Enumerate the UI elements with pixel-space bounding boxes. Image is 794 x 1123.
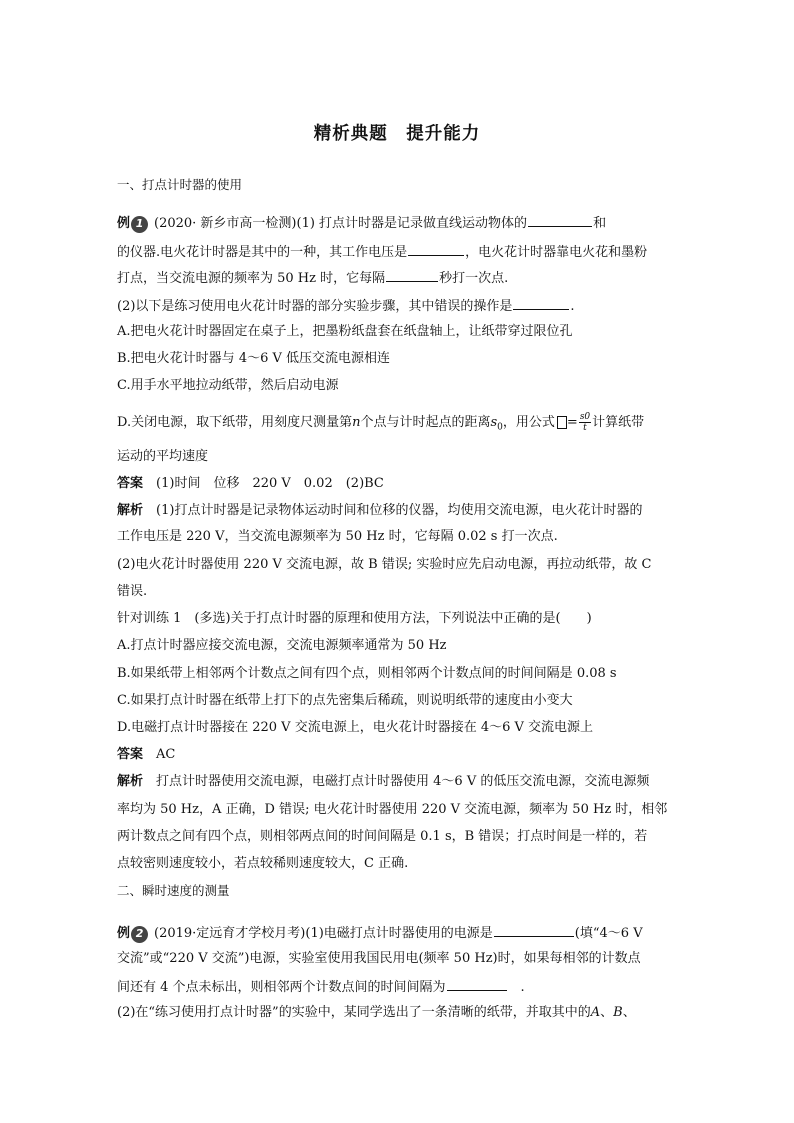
- example-number-icon: 1: [131, 216, 148, 233]
- training-stem: 针对训练 1 (多选)关于打点计时器的原理和使用方法，下列说法中正确的是( ): [117, 611, 592, 626]
- analysis-1-line3: (2)电火花计时器使用 220 V 交流电源，故 B 错误; 实验时应先启动电源，再拉动纸带，故 C: [117, 557, 652, 572]
- analysis-2-line2: 率均为 50 Hz，A 正确，D 错误; 电火花计时器使用 220 V 交流电源，频率为 50 Hz 时，相邻: [117, 802, 668, 817]
- answer-blank[interactable]: [528, 213, 592, 227]
- option-d-text: 个点与计时起点的距离: [360, 415, 491, 430]
- answer-text: AC: [156, 747, 176, 762]
- example1-line1: [117, 213, 606, 233]
- answer-blank[interactable]: [513, 296, 569, 310]
- question-text: 和: [593, 216, 607, 231]
- question-text: .: [570, 299, 575, 314]
- example-badge: [117, 215, 148, 233]
- analysis-1-line4: 错误.: [117, 584, 148, 599]
- answer-1: [117, 475, 384, 493]
- example-label: 例: [117, 926, 131, 941]
- separator: 、: [600, 1005, 614, 1020]
- answer-blank[interactable]: [408, 242, 464, 256]
- example-label: 例: [117, 216, 131, 231]
- question-text: 秒打一次点.: [439, 271, 509, 286]
- fraction-denominator: t: [583, 423, 587, 433]
- option-d-continued: 运动的平均速度: [117, 449, 209, 464]
- question-text: 打点，当交流电源的频率为 50 Hz 时，它每隔: [117, 271, 386, 286]
- example2-line3: [117, 977, 525, 997]
- option-c: C.用手水平地拉动纸带，然后启动电源: [117, 378, 339, 393]
- option-d: [117, 412, 644, 437]
- var-n: n: [352, 415, 361, 430]
- separator: 、: [622, 1005, 636, 1020]
- analysis-label: 解析: [117, 503, 144, 518]
- section-heading-1: 一、打点计时器的使用: [117, 177, 243, 192]
- example1-line4: [117, 296, 575, 316]
- analysis-1-line2: 工作电压是 220 V，当交流电源频率为 50 Hz 时，它每隔 0.02 s 打一次点.: [117, 529, 558, 544]
- point-a: A: [590, 1005, 601, 1020]
- option-d-text: D.关闭电源，取下纸带，用刻度尺测量第: [117, 415, 353, 430]
- question-text: (2)以下是练习使用电火花计时器的部分实验步骤，其中错误的操作是: [117, 299, 513, 314]
- analysis-text: 打点计时器使用交流电源，电磁打点计时器使用 4～6 V 的低压交流电源，交流电源频: [156, 774, 650, 789]
- answer-blank[interactable]: [494, 923, 574, 937]
- analysis-text: (1)打点计时器是记录物体运动时间和位移的仪器，均使用交流电源，电火花计时器的: [156, 503, 643, 518]
- example1-line2: [117, 242, 647, 262]
- question-text: 间还有 4 个点未标出，则相邻两个计数点间的时间间隔为: [117, 980, 446, 995]
- example-number-icon: 2: [131, 926, 148, 943]
- training-option-d: D.电磁打点计时器接在 220 V 交流电源上，电火花计时器接在 4～6 V 交流电源上: [117, 720, 594, 735]
- analysis-label: 解析: [117, 774, 144, 789]
- answer-blank[interactable]: [447, 977, 507, 991]
- formula-placeholder-icon: [557, 416, 567, 429]
- option-a: A.把电火花计时器固定在桌子上，把墨粉纸盘套在纸盘轴上，让纸带穿过限位孔: [117, 324, 573, 339]
- question-text: (填“4～6 V: [574, 926, 643, 941]
- training-option-c: C.如果打点计时器在纸带上打下的点先密集后稀疏，则说明纸带的速度由小变大: [117, 693, 573, 708]
- training-option-a: A.打点计时器应接交流电源，交流电源频率通常为 50 Hz: [117, 638, 447, 653]
- analysis-2-line4: 点较密则速度较小，若点较稀则速度较大，C 正确.: [117, 856, 409, 871]
- training-option-b: B.如果纸带上相邻两个计数点之间有四个点，则相邻两个计数点间的时间间隔是 0.08 s: [117, 666, 617, 681]
- answer-text: (1)时间 位移 220 V 0.02 (2)BC: [156, 476, 384, 491]
- subscript: 0: [497, 422, 503, 433]
- question-text: ，电火花计时器靠电火花和墨粉: [465, 245, 648, 260]
- option-d-text: ，用公式: [502, 415, 555, 430]
- question-text: (2019·定远育才学校月考)(1)电磁打点计时器使用的电源是: [154, 926, 493, 941]
- example2-line2: 交流”或“220 V 交流”)电源，实验室使用我国民用电(频率 50 Hz)时，如果每相邻的计数点: [117, 951, 641, 966]
- example2-line1: [117, 923, 643, 943]
- example-badge: [117, 925, 148, 943]
- fraction-numerator: s0: [579, 412, 591, 422]
- section-heading-2: 二、瞬时速度的测量: [117, 883, 230, 898]
- analysis-2-line1: [117, 773, 649, 791]
- option-b: B.把电火花计时器与 4～6 V 低压交流电源相连: [117, 351, 391, 366]
- page-title: 精析典题 提升能力: [313, 124, 481, 144]
- var-s: s: [490, 415, 498, 430]
- answer-2: [117, 746, 175, 764]
- example1-line3: [117, 268, 508, 288]
- example2-line4: [117, 1004, 636, 1022]
- question-text: .: [520, 980, 525, 995]
- answer-label: 答案: [117, 476, 144, 491]
- answer-blank[interactable]: [386, 268, 438, 282]
- option-d-text: 计算纸带: [592, 415, 645, 430]
- equals-sign: =: [566, 415, 578, 430]
- question-text: 的仪器.电火花计时器是其中的一种，其工作电压是: [117, 245, 408, 260]
- analysis-2-line3: 两计数点之间有四个点，则相邻两点间的时间间隔是 0.1 s，B 错误；打点时间是一样的，若: [117, 829, 648, 844]
- question-text: (2020· 新乡市高一检测)(1) 打点计时器是记录做直线运动物体的: [154, 216, 528, 231]
- fraction: [579, 412, 591, 433]
- answer-label: 答案: [117, 747, 144, 762]
- analysis-1-line1: [117, 502, 642, 520]
- point-b: B: [613, 1005, 623, 1020]
- question-text: (2)在“练习使用打点计时器”的实验中，某同学选出了一条清晰的纸带，并取其中的: [117, 1005, 591, 1020]
